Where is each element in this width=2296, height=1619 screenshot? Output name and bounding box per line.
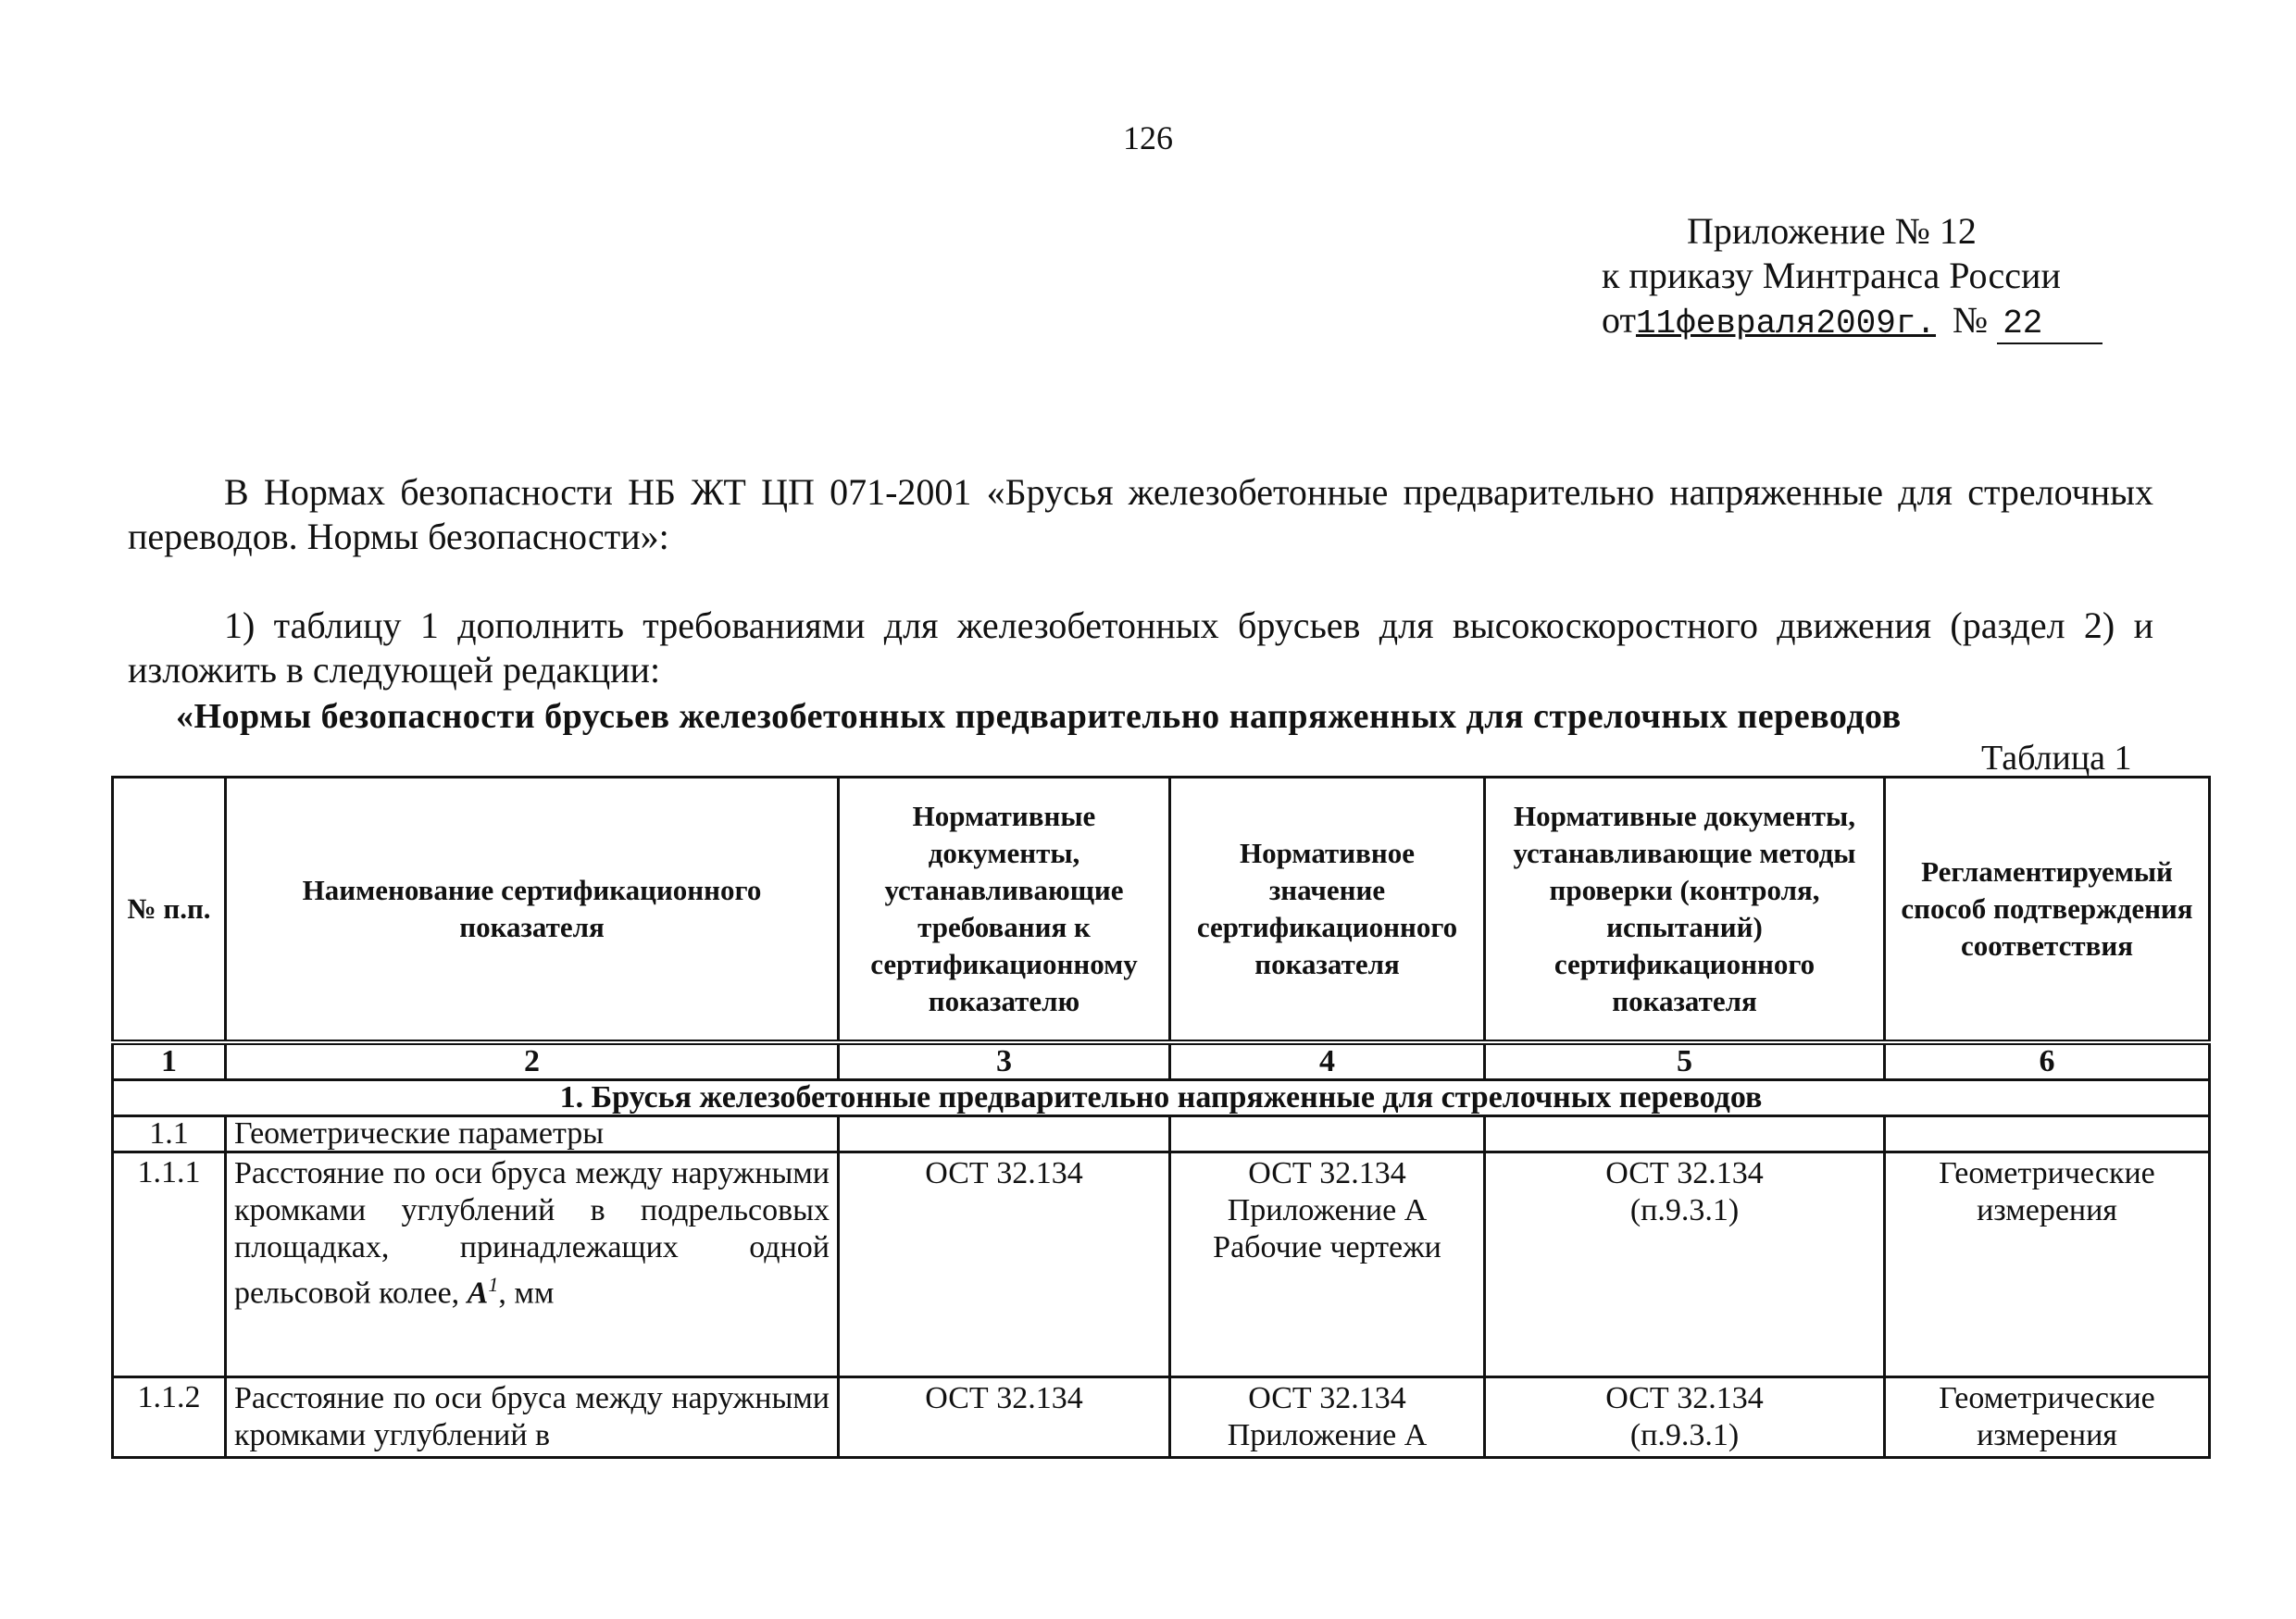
header-method-docs: Нормативные документы, устанавливающие методы проверки (контроля, испытаний) сертификационного показателя — [1485, 778, 1885, 1042]
column-number: 5 — [1485, 1042, 1885, 1080]
annex-date-value: 11февраля2009г. — [1635, 305, 1937, 342]
header-norm-value: Нормативное значение сертификационного показателя — [1170, 778, 1485, 1042]
header-conformity-method: Регламентируемый способ подтверждения соответствия — [1885, 778, 2210, 1042]
row-req-doc: ОСТ 32.134 — [839, 1376, 1170, 1457]
table-caption: Таблица 1 — [1981, 739, 2132, 778]
annex-title: Приложение № 12 — [1687, 210, 1977, 252]
group-num: 1.1 — [113, 1115, 226, 1152]
annex-block — [1602, 209, 2120, 346]
row-indicator-name: Расстояние по оси бруса между наружными кромками углублений в — [226, 1376, 839, 1457]
header-indicator-name: Наименование сертификационного показателя — [226, 778, 839, 1042]
row-symbol: A — [467, 1275, 489, 1310]
page-number: 126 — [1123, 119, 1173, 156]
column-number: 1 — [113, 1042, 226, 1080]
group-row — [113, 1115, 2210, 1152]
section-row — [113, 1079, 2210, 1115]
row-norm-value: ОСТ 32.134 Приложение А — [1170, 1376, 1485, 1457]
annex-order-ref: к приказу Минтранса России — [1602, 255, 2061, 296]
row-method-doc: ОСТ 32.134 (п.9.3.1) — [1485, 1376, 1885, 1457]
row-symbol-sup: 1 — [488, 1272, 499, 1296]
row-conformity-method: Геометрические измерения — [1885, 1376, 2210, 1457]
row-unit: , мм — [498, 1275, 555, 1310]
annex-number-value: 22 — [1997, 305, 2103, 344]
column-numbers-row — [113, 1042, 2210, 1080]
row-req-doc: ОСТ 32.134 — [839, 1152, 1170, 1376]
table-row — [113, 1152, 2210, 1376]
row-indicator-name: Расстояние по оси бруса между наружными кромками углублений в подрельсовых площадках, принадлежащих одной рельсовой колее, $A^1$, мм — [226, 1152, 839, 1376]
norms-table — [111, 776, 2211, 1459]
group-name: Геометрические параметры — [226, 1115, 839, 1152]
table-heading: «Нормы безопасности брусьев железобетонных предварительно напряженных для стрелочных переводов — [176, 697, 1902, 736]
annex-date-line — [1602, 298, 2120, 346]
table-row — [113, 1376, 2210, 1457]
column-number: 6 — [1885, 1042, 2210, 1080]
column-number: 4 — [1170, 1042, 1485, 1080]
section-title: 1. Брусья железобетонные предварительно напряженные для стрелочных переводов — [113, 1079, 2210, 1115]
row-method-doc: ОСТ 32.134 (п.9.3.1) — [1485, 1152, 1885, 1376]
annex-date-prefix: от — [1602, 299, 1636, 341]
table-header-row — [113, 778, 2210, 1042]
row-num: 1.1.1 — [113, 1152, 226, 1376]
row-norm-value: ОСТ 32.134 Приложение А Рабочие чертежи — [1170, 1152, 1485, 1376]
amendment-paragraph: 1) таблицу 1 дополнить требованиями для железобетонных брусьев для высокоскоростного движения (раздел 2) и изложить в следующей редакции: — [128, 604, 2153, 691]
row-conformity-method: Геометрические измерения — [1885, 1152, 2210, 1376]
row-num: 1.1.2 — [113, 1376, 226, 1457]
column-number: 3 — [839, 1042, 1170, 1080]
column-number: 2 — [226, 1042, 839, 1080]
header-req-docs: Нормативные документы, устанавливающие требования к сертификационному показателю — [839, 778, 1170, 1042]
intro-paragraph: В Нормах безопасности НБ ЖТ ЦП 071-2001 «Брусья железобетонные предварительно напряженные для стрелочных переводов. Нормы безопасности»: — [128, 471, 2153, 557]
annex-number-prefix: № — [1953, 299, 1989, 341]
header-num: № п.п. — [113, 778, 226, 1042]
